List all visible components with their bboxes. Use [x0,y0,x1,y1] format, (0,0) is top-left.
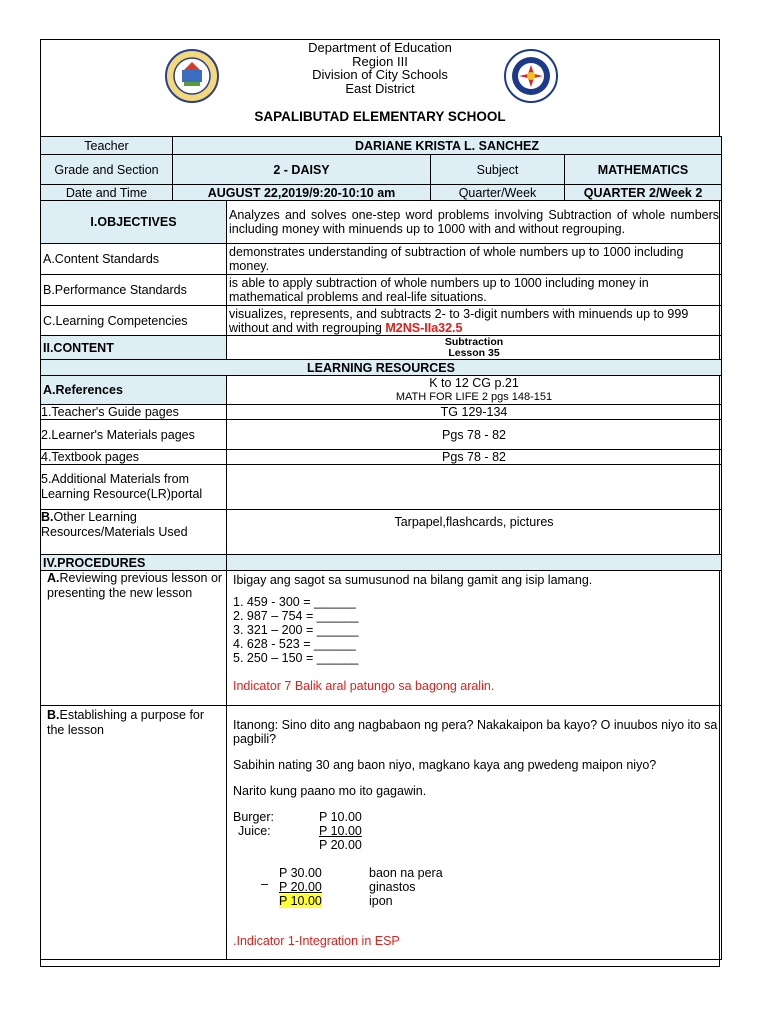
competency-code: M2NS-IIa32.5 [385,320,463,335]
competencies-label: C.Learning Competencies [41,306,227,336]
procedure-b-label-cell [41,706,227,960]
minus-sign: – [261,877,268,891]
lm-row [41,420,722,450]
tg-label: 1.Teacher's Guide pages [41,405,227,420]
procedure-b-content [227,706,722,960]
juice-label: Juice: [238,824,271,838]
additional-label: 5.Additional Materials from Learning Resource(LR)portal [41,465,227,510]
resources-title: LEARNING RESOURCES [41,360,722,376]
burger-label: Burger: [233,810,274,824]
food-total: P 20.00 [319,838,362,852]
subject-label: Subject [431,155,565,185]
performance-standards-row [41,275,722,306]
ginastos-line [233,877,719,894]
teacher-name: DARIANE KRISTA L. SANCHEZ [173,137,722,155]
quarter-label: Quarter/Week [431,185,565,201]
review-item: 4. 628 - 523 = ______ [233,637,356,651]
procedure-a-indicator: Indicator 7 Balik aral patungo sa bagong aralin. [233,679,495,693]
procedures-title-row [41,555,722,571]
content-label: II.CONTENT [41,336,227,360]
references-label: A.References [41,376,227,405]
food-total-line [233,838,719,852]
document-header [41,40,719,136]
other-resources-row [41,510,722,555]
district-title: East District [345,80,415,96]
dept-title: Department of Education [308,40,452,55]
baon-label: baon na pera [369,866,443,880]
burger-line [233,810,719,824]
tg-row [41,405,722,420]
procedure-a-intro: Ibigay ang sagot sa sumusunod na bilang gamit ang isip lamang. [233,573,593,587]
ipon-label: ipon [369,894,393,908]
content-topic: Subtraction [444,335,504,348]
additional-value [227,465,722,510]
content-row [41,336,722,360]
lesson-plan-table [40,136,722,960]
other-resources-label-cell [41,510,227,555]
other-resources-value: Tarpapel,flashcards, pictures [227,510,722,555]
competencies-row [41,306,722,336]
date-row [41,185,722,201]
textbook-label: 4.Textbook pages [41,450,227,465]
procedure-b-prefix: B. [47,708,60,722]
competencies-cell [227,306,722,336]
review-item: 3. 321 – 200 = ______ [233,623,359,637]
ginastos-label: ginastos [369,880,416,894]
procedure-a-row [41,571,722,706]
references-cell [227,376,722,405]
ginastos-amount: P 20.00 [279,880,322,894]
quarter-value: QUARTER 2/Week 2 [565,185,722,201]
content-standards-row [41,244,722,275]
lesson-plan-page [40,39,720,967]
ipon-line [233,894,719,908]
review-item: 5. 250 – 150 = ______ [233,651,359,665]
grade-value: 2 - DAISY [173,155,431,185]
baon-line [233,866,719,880]
reference-cg: K to 12 CG p.21 [429,376,519,390]
division-title: Division of City Schools [312,67,448,82]
lm-label: 2.Learner's Materials pages [41,420,227,450]
grade-label: Grade and Section [41,155,173,185]
baon-amount: P 30.00 [279,866,322,880]
procedure-b-question: Narito kung paano mo ito gagawin. [233,784,427,798]
procedure-b-row [41,706,722,960]
grade-row [41,155,722,185]
ipon-amount: P 10.00 [279,894,322,908]
procedure-a-prefix: A. [47,571,60,585]
subject-value: MATHEMATICS [565,155,722,185]
burger-price: P 10.00 [319,810,362,824]
other-resources-label: Other Learning Resources/Materials Used [41,510,188,539]
school-name: SAPALIBUTAD ELEMENTARY SCHOOL [254,109,506,124]
teacher-label: Teacher [41,137,173,155]
date-value: AUGUST 22,2019/9:20-10:10 am [173,185,431,201]
procedure-a-content [227,571,722,706]
procedure-a-label-cell [41,571,227,706]
objectives-row [41,201,722,244]
performance-standards-text: is able to apply subtraction of whole numbers up to 1000 including money in mathematical problems and real-life situations. [227,275,722,306]
objectives-label: I.OBJECTIVES [41,201,227,244]
content-lesson: Lesson 35 [448,346,500,359]
textbook-row [41,450,722,465]
additional-row [41,465,722,510]
teacher-row [41,137,722,155]
procedures-title: IV.PROCEDURES [41,555,227,571]
competencies-text: visualizes, represents, and subtracts 2- to 3-digit numbers with minuends up to 999 without and with regrouping [229,306,689,335]
juice-line [233,824,719,838]
content-cell [227,336,722,360]
region-title: Region III [352,53,408,69]
review-item: 2. 987 – 754 = ______ [233,609,359,623]
procedure-b-question: Itanong: Sino dito ang nagbabaon ng pera? Nakakaipon ba kayo? O inuubos niyo ito sa pagbili? [233,718,718,746]
lm-value: Pgs 78 - 82 [227,420,722,450]
reference-book: MATH FOR LIFE 2 pgs 148-151 [395,391,553,403]
content-standards-text: demonstrates understanding of subtraction of whole numbers up to 1000 including money. [227,244,722,275]
date-label: Date and Time [41,185,173,201]
procedure-b-label: Establishing a purpose for the lesson [47,708,205,737]
performance-standards-label: B.Performance Standards [41,275,227,306]
textbook-value: Pgs 78 - 82 [227,450,722,465]
juice-price: P 10.00 [319,824,362,838]
procedure-b-question: Sabihin nating 30 ang baon niyo, magkano kaya ang pwedeng maipon niyo? [233,758,657,772]
review-item: 1. 459 - 300 = ______ [233,595,356,609]
content-standards-label: A.Content Standards [41,244,227,275]
procedure-b-indicator: .Indicator 1-Integration in ESP [233,934,400,948]
resources-title-row [41,360,722,376]
references-row [41,376,722,405]
objectives-text: Analyzes and solves one-step word problems involving Subtraction of whole numbers including money with minuends up to 1000 with and without regrouping. [227,201,722,244]
tg-value: TG 129-134 [227,405,722,420]
procedure-a-label: Reviewing previous lesson or presenting the new lesson [47,571,223,600]
other-resources-prefix: B. [41,510,54,524]
